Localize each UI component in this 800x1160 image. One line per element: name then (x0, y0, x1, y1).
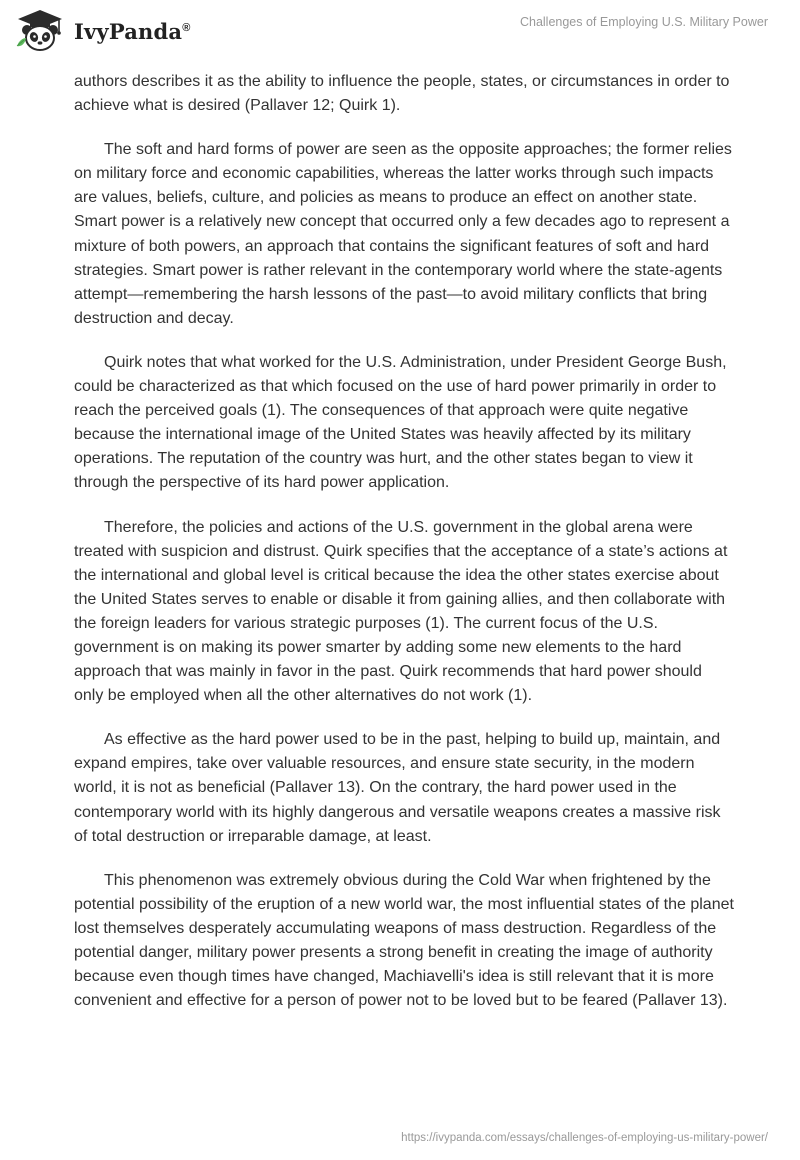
paragraph-3: Quirk notes that what worked for the U.S. Administration, under President George Bush, could be characterized as that which focused on the use of hard power primarily in order to reach the perceived goals (1). The consequences of that approach were quite negative because the international image of the United States was heavily affected by its military operations. The reputation of the country was hurt, and the other states began to view it through the perspective of its hard power application. (74, 353, 727, 492)
ivypanda-logo[interactable] (14, 8, 191, 52)
panda-graduation-cap-icon (14, 8, 66, 52)
brand-name (74, 19, 191, 44)
paragraph-6: This phenomenon was extremely obvious during the Cold War when frightened by the potential possibility of the eruption of a new world war, the most influential states of the planet lost themselves desperately accumulating weapons of mass destruction. Regardless of the potential danger, military power presents a strong benefit in creating the image of authority because even though times have changed, Machiavelli's idea is still relevant that it is more convenient and effective for a person of power not to be loved but to be feared (Pallaver 13). (74, 871, 734, 1010)
brand-text: IvyPanda (74, 18, 183, 44)
paragraph-4: Therefore, the policies and actions of the U.S. government in the global arena were treated with suspicion and distrust. Quirk specifies that the acceptance of a state’s actions at the international and global level is critical because the idea the other states exercise about the United States serves to enable or disable it from gaining allies, and then collaborate with the foreign leaders for various strategic purposes (1). The current focus of the U.S. government is on making its power smarter by adding some new elements to the hard approach that was mainly in favor in the past. Quirk recommends that hard power should only be employed when all the other alternatives do not work (1). (74, 518, 728, 705)
source-url[interactable]: https://ivypanda.com/essays/challenges-of-employing-us-military-power/ (401, 1132, 768, 1144)
registered-mark: ® (182, 21, 191, 34)
essay-body (74, 70, 734, 1033)
page-header (0, 0, 800, 60)
document-title: Challenges of Employing U.S. Military Power (519, 15, 768, 29)
paragraph-2: The soft and hard forms of power are seen as the opposite approaches; the former relies on military force and economic capabilities, whereas the latter works through such impacts are values, beliefs, culture, and policies as means to produce an effect on another state. Smart power is a relatively new concept that occurred only a few decades ago to represent a mixture of both powers, an approach that contains the significant features of soft and hard strategies. Smart power is rather relevant in the contemporary world where the state-agents attempt—remembering the harsh lessons of the past—to avoid military conflicts that bring destruction and decay. (74, 141, 732, 327)
paragraph-5: As effective as the hard power used to be in the past, helping to build up, maintain, and expand empires, take over valuable resources, and ensure state security, in the modern world, it is not as beneficial (Pallaver 13). On the contrary, the hard power used in the contemporary world with its highly dangerous and versatile weapons creates a massive risk of total destruction or irreparable damage, at least. (74, 731, 721, 845)
paragraph-1: authors describes it as the ability to influence the people, states, or circumstances in order to achieve what is desired (Pallaver 12; Quirk 1). (74, 73, 730, 115)
